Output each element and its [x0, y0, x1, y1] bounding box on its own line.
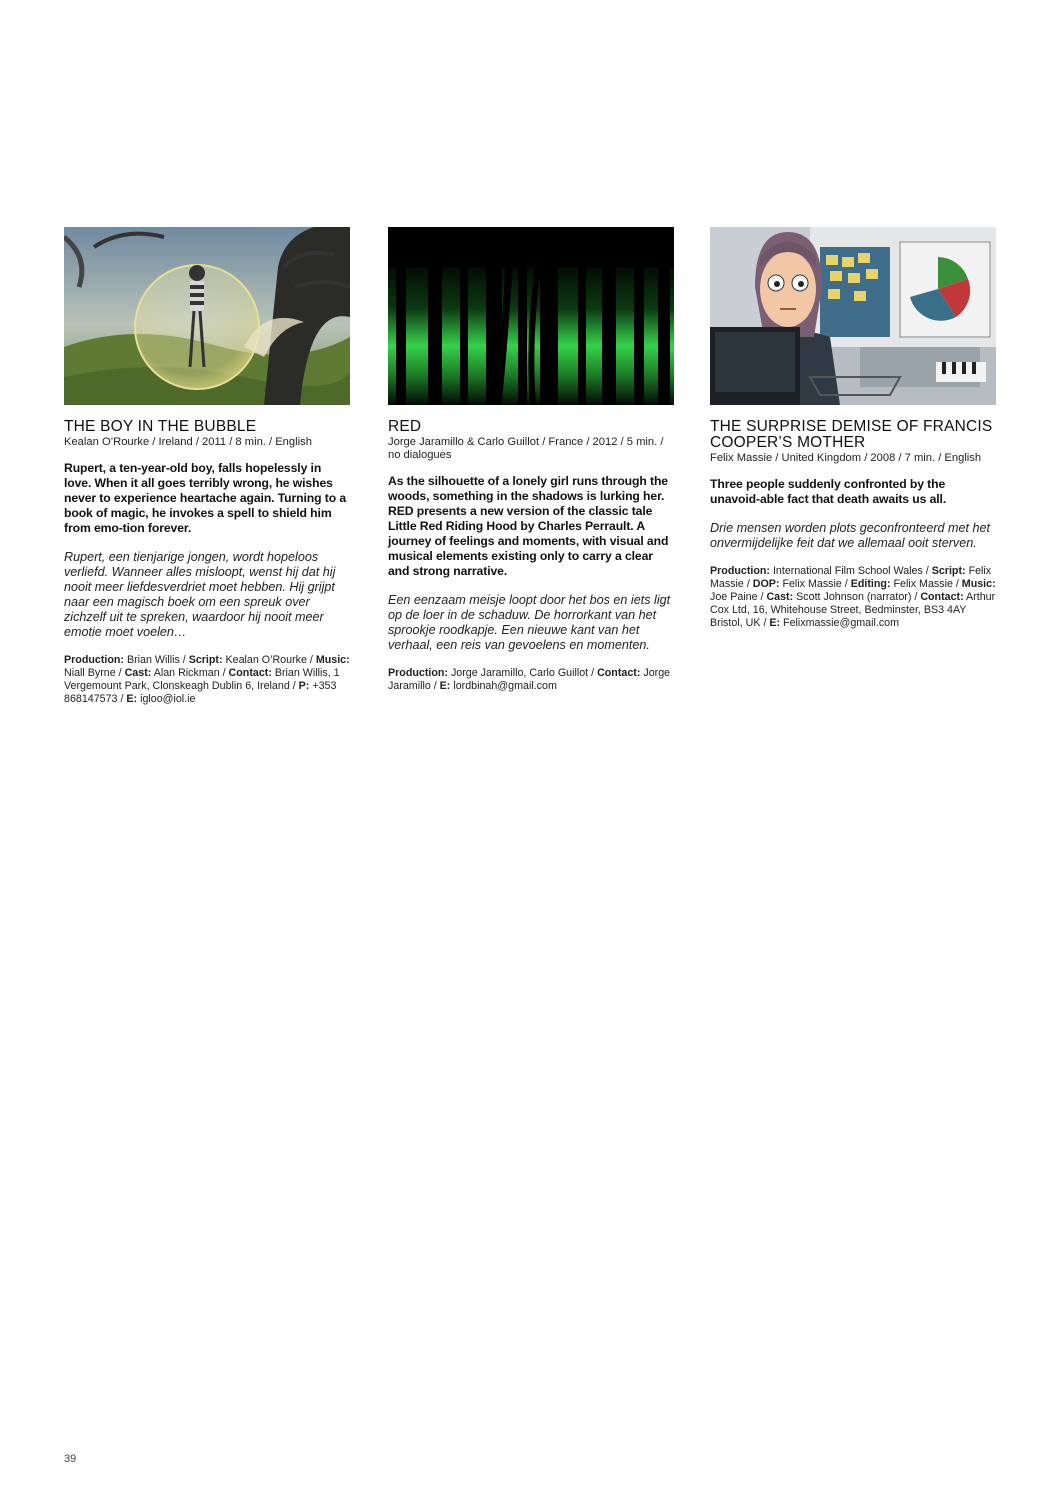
synopsis-english: Three people suddenly confronted by the unavoid-able fact that death awaits us all. [710, 477, 947, 506]
crew-info: Production: International Film School Wales / Script: Felix Massie / DOP: Felix Massie / Editing: Felix Massie / Music: Joe Paine / Cast: Scott Johnson (narrator) / Contact: Arthur Cox Ltd, 16, Whitehouse Street, Bedminster, BS3 4AY Bristol, UK / E: Felixmassie@gmail.com [710, 565, 996, 629]
page-number: 39 [64, 1453, 77, 1465]
film-still-office-woman [710, 227, 996, 405]
film-title: THE BOY IN THE BUBBLE [64, 418, 257, 435]
film-title: RED [388, 418, 422, 435]
film-entry-surprise-demise [710, 227, 996, 630]
film-credits: Jorge Jaramillo & Carlo Guillot / France / 2012 / 5 min. / no dialogues [388, 436, 664, 461]
film-credits: Felix Massie / United Kingdom / 2008 / 7 min. / English [710, 452, 982, 464]
crew-info: Production: Brian Willis / Script: Kealan O’Rourke / Music: Niall Byrne / Cast: Alan Rickman / Contact: Brian Willis, 1 Vergemount Park, Clonskeagh Dublin 6, Ireland / P: +353 868147573 / E: igloo@iol.ie [64, 654, 350, 705]
synopsis-english: As the silhouette of a lonely girl runs through the woods, something in the shadows is lurking her. RED presents a new version of the classic tale Little Red Riding Hood by Charles Perrault. A journey of feelings and moments, with visual and musical elements existing only to carry a clear and strong narrative. [388, 474, 669, 578]
synopsis-dutch: Drie mensen worden plots geconfronteerd met het onvermijdelijke feit dat we allemaal ooit sterven. [710, 521, 991, 550]
film-entry-boy-in-the-bubble [64, 227, 350, 706]
film-credits: Kealan O’Rourke / Ireland / 2011 / 8 min. / English [64, 436, 312, 448]
synopsis-english: Rupert, a ten-year-old boy, falls hopelessly in love. When it all goes terribly wrong, he wishes never to experience heartache again. Turning to a book of magic, he invokes a spell to shield him from emo-tion forever. [64, 461, 347, 535]
synopsis-dutch: Rupert, een tienjarige jongen, wordt hopeloos verliefd. Wanneer alles misloopt, wenst hij dat hij nooit meer liefdesverdriet moet hebben. Hij grijpt naar een magisch boek om een spreuk over zichzelf uit te spreken, waardoor hij nooit meer emotie moet voelen… [64, 550, 336, 639]
crew-info: Production: Jorge Jaramillo, Carlo Guillot / Contact: Jorge Jaramillo / E: lordbinah@gmail.com [388, 667, 671, 692]
film-entry-red [388, 227, 674, 693]
film-still-red-forest [388, 227, 674, 405]
film-title: THE SURPRISE DEMISE OF FRANCIS COOPER’S MOTHER [710, 418, 993, 451]
synopsis-dutch: Een eenzaam meisje loopt door het bos en iets ligt op de loer in de schaduw. De horrorkant van het sprookje roodkapje. Een nieuwe kant van het verhaal, een reis van gevoelens en momenten. [388, 593, 671, 652]
film-still-boy-in-bubble [64, 227, 350, 405]
